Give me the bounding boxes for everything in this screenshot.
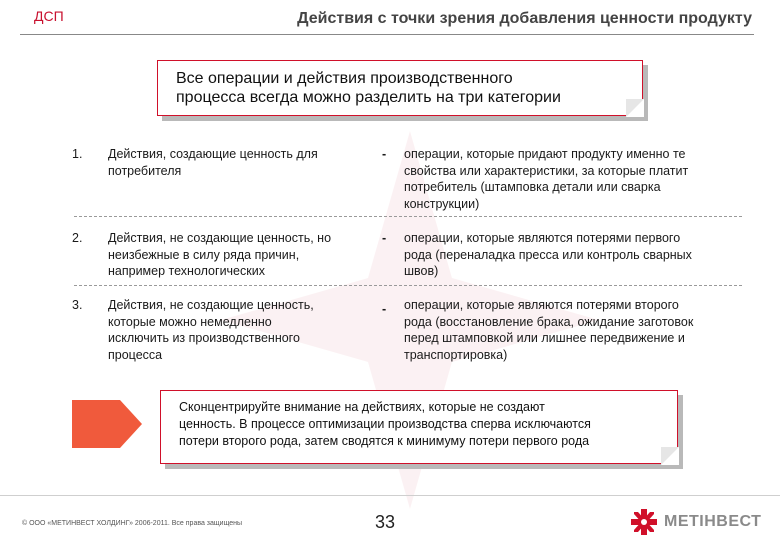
arrow-right-icon (72, 400, 142, 448)
dashed-divider (74, 216, 742, 217)
dash-separator: - (382, 231, 387, 245)
category-number: 3. (72, 298, 83, 312)
category-explanation (404, 146, 752, 212)
classification-tag: ДСП (34, 8, 64, 24)
explanation-line: перед штамповкой или лишнее передвижение и (404, 331, 685, 345)
category-number: 2. (72, 231, 83, 245)
description-line: Действия, создающие ценность для (108, 147, 318, 161)
footer-divider (0, 495, 780, 496)
explanation-line: потребитель (штамповка детали или сварка (404, 180, 661, 194)
explanation-line: рода (восстановление брака, ожидание заготовок (404, 314, 694, 329)
explanation-line: свойства или характеристики, за которые платит (404, 163, 689, 178)
description-line: неизбежные в силу ряда причин, (108, 247, 300, 262)
conclusion-callout (160, 390, 678, 464)
explanation-line: операции, которые являются потерями второго (404, 298, 679, 312)
page-title: Действия с точки зрения добавления ценности продукту (297, 10, 752, 27)
category-description (108, 297, 370, 363)
category-explanation (404, 230, 752, 280)
page-fold-icon (661, 447, 679, 465)
dash-separator: - (382, 147, 387, 161)
explanation-line: операции, которые придают продукту именно те (404, 147, 686, 161)
category-description (108, 230, 370, 280)
intro-callout (157, 60, 643, 116)
intro-line-1: Все операции и действия производственного (176, 70, 513, 87)
explanation-line: операции, которые являются потерями первого (404, 231, 681, 245)
category-explanation (404, 297, 752, 363)
conclusion-line-3: потери второго рода, затем сводятся к минимуму потери первого рода (179, 434, 590, 448)
explanation-line: рода (переналадка пресса или контроль сварных (404, 247, 692, 262)
title-divider (20, 34, 754, 35)
page-fold-icon (626, 99, 644, 117)
explanation-line: швов) (404, 264, 439, 278)
logo-wordmark: МЕТІНВЕСТ (664, 513, 762, 530)
dash-separator: - (382, 302, 387, 316)
description-line: Действия, не создающие ценность, (108, 298, 314, 312)
description-line: процесса (108, 347, 163, 362)
description-line: исключить из производственного (108, 331, 300, 345)
category-number: 1. (72, 147, 83, 161)
description-line: которые можно немедленно (108, 314, 272, 329)
dashed-divider (74, 285, 742, 286)
intro-line-2: процесса всегда можно разделить на три категории (176, 89, 561, 106)
copyright-notice: © ООО «МЕТИНВЕСТ ХОЛДИНГ» 2006-2011. Все права защищены (22, 520, 243, 527)
category-description (108, 146, 370, 179)
metinvest-star-icon (630, 509, 658, 535)
description-line: Действия, не создающие ценность, но (108, 231, 332, 245)
description-line: например технологических (108, 264, 265, 278)
description-line: потребителя (108, 163, 182, 178)
page-number: 33 (375, 512, 396, 532)
explanation-line: конструкции) (404, 196, 480, 211)
explanation-line: транспортировка) (404, 347, 508, 362)
conclusion-line-1: Сконцентрируйте внимание на действиях, которые не создают (179, 400, 545, 414)
conclusion-line-2: ценность. В процессе оптимизации производства сперва исключаются (179, 417, 591, 431)
company-logo (630, 509, 774, 535)
